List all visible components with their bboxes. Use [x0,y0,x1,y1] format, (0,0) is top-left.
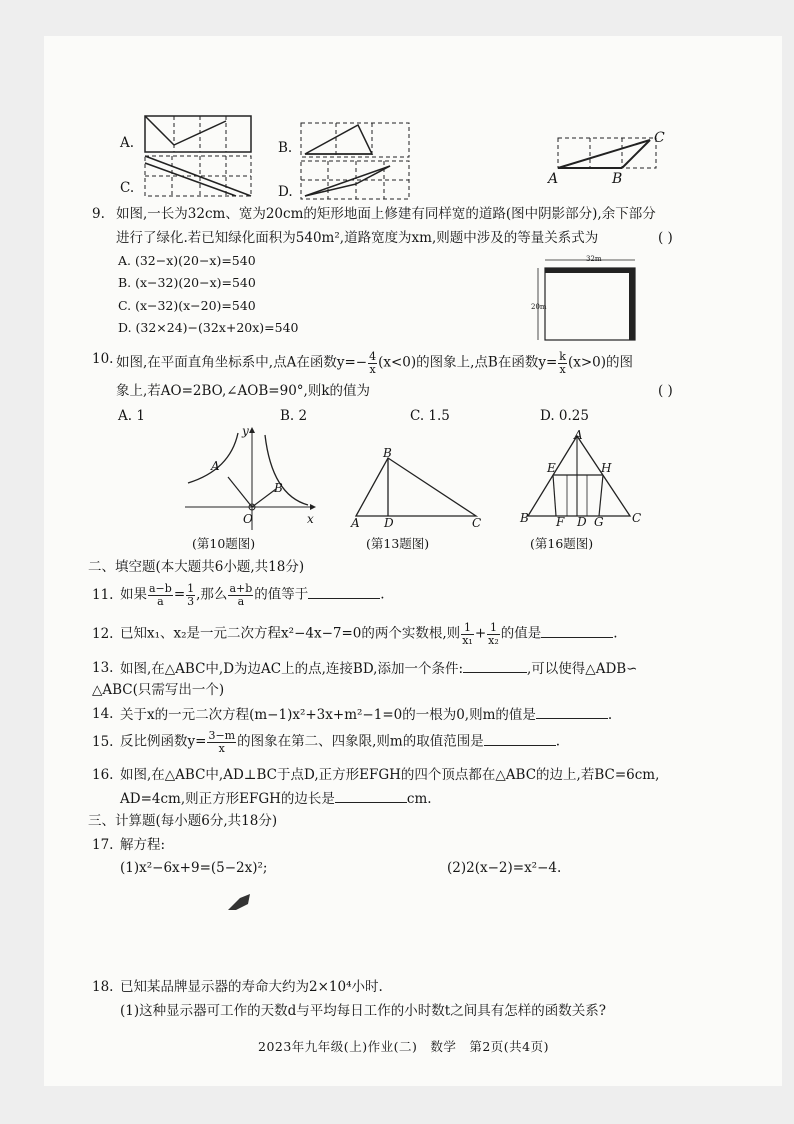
q15-stem: 反比例函数y= $\frac{3-m}{x}$ 的图象在第二、四象限,则m的取值范围是 . [120,729,560,755]
q8-option-d-label: D. [278,184,293,200]
q10-stem-line2: 象上,若AO=2BO,∠AOB=90°,则k的值为 [116,383,371,399]
fig16-label-h: H [601,461,612,475]
q9-option-c: C. (x−32)(x−20)=540 [118,298,256,313]
q16-stem-line2: AD=4cm,则正方形EFGH的边长是 cm. [120,791,432,807]
q9-option-d: D. (32×24)−(32x+20x)=540 [118,320,299,335]
fig16-label-f: F [556,515,565,529]
q16-number: 16. [92,767,114,783]
fig13-label-b: B [383,446,392,460]
fig13-label-c: C [472,516,482,530]
q8-option-b-label: B. [278,140,293,156]
q17-stem: 解方程: [120,837,166,853]
q10-option-b: B. 2 [280,408,308,424]
q14-number: 14. [92,706,114,722]
q10-answer-paren: ( ) [658,383,673,399]
ink-smudge-mark [226,892,256,914]
q10-stem-line1: 如图,在平面直角坐标系中,点A在函数y=− $\frac{4}{x}$ (x<0)的图象上,点B在函数y= $\frac{k}{x}$ (x>0)的图 [116,350,634,376]
q8-option-c-figure [144,155,254,200]
page-footer: 2023年九年级(上)作业(二) 数学 第2页(共4页) [258,1039,549,1054]
q16-answer-blank[interactable] [335,790,407,803]
q8-option-d-figure [300,160,412,202]
q15-answer-blank[interactable] [484,733,556,746]
fig10-label-y: y [242,424,249,438]
q9-rectangle-figure [530,255,645,345]
q13-answer-blank[interactable] [463,660,527,673]
figure-16-caption: (第16题图) [530,536,594,551]
q10-option-c: C. 1.5 [410,408,450,424]
q14-answer-blank[interactable] [536,706,608,719]
q8-option-c-label: C. [120,180,135,196]
q11-answer-blank[interactable] [308,586,380,599]
section-2-title: 二、填空题(本大题共6小题,共18分) [88,559,305,575]
q10-number: 10. [92,351,114,367]
figure-10-caption: (第10题图) [192,536,256,551]
q8-option-b-figure [300,122,412,160]
q13-stem-line1: 如图,在△ABC中,D为边AC上的点,连接BD,添加一个条件: ,可以使得△ADB∽ [120,661,638,677]
q12-stem: 已知x₁、x₂是一元二次方程x²−4x−7=0的两个实数根,则 $\frac{1}{\text{x₁}}$ + $\frac{1}{\text{x₂}}$ 的值是 . [120,621,618,647]
q16-stem-line1: 如图,在△ABC中,AD⊥BC于点D,正方形EFGH的四个顶点都在△ABC的边上,若BC=6cm, [120,767,660,783]
fig16-label-c: C [632,511,642,525]
q13-number: 13. [92,660,114,676]
q8-option-a-figure [144,115,254,155]
q10-option-d: D. 0.25 [540,408,589,424]
q8-option-a-label: A. [120,135,135,151]
fig16-label-b: B [520,511,529,525]
q11-number: 11. [92,587,114,603]
q11-stem: 如果 $\frac{a-b}{a}$ = $\frac{1}{3}$ ,那么 $\frac{a+b}{a}$ 的值等于 . [120,582,385,608]
fig16-label-g: G [594,515,604,529]
q17-part-2: (2)2(x−2)=x²−4. [447,860,562,876]
q8-fig-label-b: B [612,171,623,187]
fig10-label-x: x [307,512,314,526]
figure-16-square-in-triangle [520,430,640,525]
q17-number: 17. [92,837,114,853]
q17-part-1: (1)x²−6x+9=(5−2x)²; [120,860,268,876]
fig13-label-a: A [351,516,360,530]
figure-13-caption: (第13题图) [366,536,430,551]
q9-fig-height: 20m [531,303,547,311]
q9-stem-line2: 进行了绿化.若已知绿化面积为540m²,道路宽度为xm,则题中涉及的等量关系式为 [116,230,599,246]
q9-number: 9. [92,206,105,222]
q15-number: 15. [92,734,114,750]
fig10-label-a: A [211,459,220,473]
q13-stem-line2: △ABC(只需写出一个) [92,682,225,698]
fig13-label-d: D [384,516,394,530]
fig16-label-a: A [574,428,583,442]
q8-fig-label-a: A [548,171,559,187]
q8-fig-label-c: C [654,130,665,146]
q12-answer-blank[interactable] [541,625,613,638]
fig16-label-e: E [547,461,556,475]
fig10-label-b: B [274,481,283,495]
fig16-label-d: D [577,515,587,529]
q9-option-b: B. (x−32)(20−x)=540 [118,275,256,290]
section-3-title: 三、计算题(每小题6分,共18分) [88,813,278,829]
q9-option-a: A. (32−x)(20−x)=540 [118,253,256,268]
q12-number: 12. [92,626,114,642]
fig10-label-o: O [243,512,253,526]
q10-option-a: A. 1 [118,408,145,424]
q14-stem: 关于x的一元二次方程(m−1)x²+3x+m²−1=0的一根为0,则m的值是 . [120,707,613,723]
q18-stem-line1: 已知某品牌显示器的寿命大约为2×10⁴小时. [120,979,383,995]
figure-13-triangle [350,448,490,523]
q9-answer-paren: ( ) [658,230,673,246]
q18-number: 18. [92,979,114,995]
q18-stem-line2: (1)这种显示器可工作的天数d与平均每日工作的小时数t之间具有怎样的函数关系? [120,1003,606,1019]
q9-fig-width: 32m [586,255,602,263]
q9-stem-line1: 如图,一长为32cm、宽为20cm的矩形地面上修建有同样宽的道路(图中阴影部分),余下部分 [116,206,656,222]
